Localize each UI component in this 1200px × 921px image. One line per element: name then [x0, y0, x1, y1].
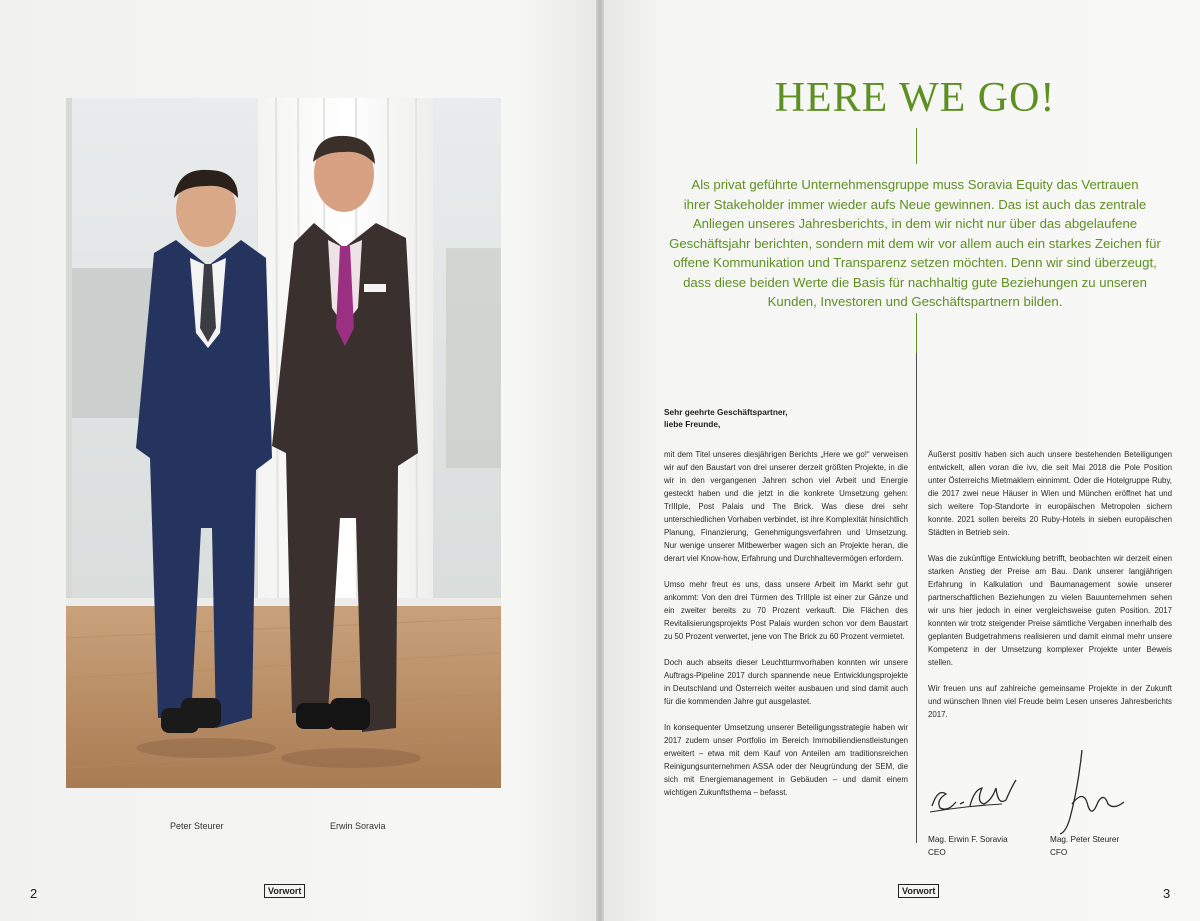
page-number-left: 2	[30, 886, 38, 901]
divider-line-top	[916, 128, 917, 164]
intro-line: ihrer Stakeholder immer wieder aufs Neue gewinnen. Das ist auch das zentrale	[683, 196, 1147, 212]
paragraph: mit dem Titel unseres diesjährigen Berichts „Here we go!“ verweisen wir auf den Baustart von drei unserer derzeit größten Projekte, in die wir in den vergangenen Jahren schon viel Arbeit und Energie gesteckt haben und die jetzt in die konkrete Umsetzung gehen: TrIIIple, Post Palais und The Brick. Was diese drei sehr unterschiedlichen Vorhaben verbindet, ist ihre Komplexität hinsichtlich Planung, Finanzierung, Genehmigungsverfahren und Umsetzung. Nur wenige unserer Mitbewerber wagen sich an Projekte heran, die derart viel Know-how, Erfahrung und Durchhaltevermögen erfordern.	[664, 450, 908, 563]
intro-line: dass diese beiden Werte die Basis für nachhaltig gute Beziehungen zu unseren	[683, 274, 1147, 290]
headline: HERE WE GO!	[774, 75, 1056, 121]
left-page	[0, 0, 598, 921]
section-tab-left: Vorwort	[264, 884, 305, 898]
signature-steurer	[1048, 748, 1138, 843]
paragraph: Wir freuen uns auf zahlreiche gemeinsame Projekte in der Zukunft und wünschen Ihnen viel Freude beim Lesen unseres Jahresberichts 2017.	[928, 684, 1172, 719]
book-gutter	[596, 0, 604, 921]
intro-line: Anliegen unseres Jahresberichts, in dem wir nicht nur über das abgelaufene	[692, 216, 1138, 231]
signature-soravia	[926, 766, 1026, 831]
intro-line: offene Kommunikation und Transparenz setzen möchten. Denn wir sind überzeugt,	[673, 255, 1157, 270]
body-column-left	[664, 448, 908, 812]
column-divider	[916, 313, 917, 843]
signer-role: CFO	[1050, 848, 1068, 857]
paragraph: Doch auch abseits dieser Leuchtturmvorhaben konnten wir unsere Auftrags-Pipeline 2017 durch spannende neue Entwicklungsprojekte in Deutschland und Österreich weiter ausbauen und sind damit auch für die kommenden Jahre gut ausgelastet.	[664, 658, 908, 706]
paragraph: Umso mehr freut es uns, dass unsere Arbeit im Markt sehr gut ankommt: Von den drei Türmen des TrIIIple ist einer zur Gänze und ein zweiter bereits zu 70 Prozent verkauft. Die Flächen des Revitalisierungsprojekts Post Palais wurden schon vor dem Baustart zu 50 Prozent verwertet, jene von The Brick zu 60 Prozent vermietet.	[664, 580, 908, 641]
salutation	[664, 406, 788, 430]
body-column-right	[928, 448, 1172, 734]
intro-line: Kunden, Investoren und Geschäftspartnern bilden.	[767, 294, 1063, 309]
salutation-line: liebe Freunde,	[664, 419, 721, 429]
page-number-right: 3	[1163, 886, 1171, 901]
salutation-line: Sehr geehrte Geschäftspartner,	[664, 407, 788, 417]
intro-text	[655, 175, 1175, 312]
portrait-photo	[66, 98, 501, 788]
photo-caption-left: Peter Steurer	[170, 821, 224, 831]
column-divider-accent	[916, 313, 917, 353]
intro-line: Geschäftsjahr berichten, sondern mit dem wir vor allem auch ein starkes Zeichen für	[669, 235, 1161, 251]
signer-role: CEO	[928, 848, 946, 857]
paragraph: Äußerst positiv haben sich auch unsere bestehenden Beteiligungen entwickelt, allen voran die ivv, die seit Mai 2018 die Pole Position unter Österreichs Mietmaklern einnimmt. Oder die Hotelgruppe Ruby, die 2017 zwei neue Häuser in Wien und München eröffnet hat und sich weitere Top-Standorte in europäischen Metropolen sichern konnte. 2021 sollen bereits 20 Ruby-Hotels in sieben europäischen Städten in Betrieb sein.	[928, 450, 1172, 537]
photo-caption-right: Erwin Soravia	[330, 821, 386, 831]
paragraph: Was die zukünftige Entwicklung betrifft, beobachten wir derzeit einen starken Anstieg der Preise am Bau. Dank unserer langjährigen Erfahrung in Kalkulation und Baumanagement sowie unserer partnerschaftlichen Beziehungen zu vielen Bauunternehmen sehen wir uns hier jedoch in einer vergleichsweise guten Position. 2017 konnten wir trotz steigender Preise sämtliche Vergaben innerhalb des geplanten Budgetrahmens realisieren und damit einmal mehr unsere Kompetenz in der Umsetzung komplexer Projekte unter Beweis stellen.	[928, 554, 1172, 667]
signer-name: Mag. Erwin F. Soravia	[928, 835, 1008, 844]
paragraph: In konsequenter Umsetzung unserer Beteiligungsstrategie haben wir 2017 zudem unser Portfolio im Bereich Immobiliendienstleistungen erweitert – etwa mit dem Kauf von Anteilen am traditionsreichen Reinigungsunternehmen ASSA oder der Neugründung der SEM, die sich mit Energiemanagement in Gebäuden – und damit einem wichtigen Zukunftsthema – befasst.	[664, 723, 908, 797]
signer-name: Mag. Peter Steurer	[1050, 835, 1120, 844]
section-tab-right: Vorwort	[898, 884, 939, 898]
signer-cfo	[1050, 833, 1119, 859]
signer-ceo	[928, 833, 1008, 859]
intro-line: Als privat geführte Unternehmensgruppe muss Soravia Equity das Vertrauen	[691, 177, 1139, 192]
